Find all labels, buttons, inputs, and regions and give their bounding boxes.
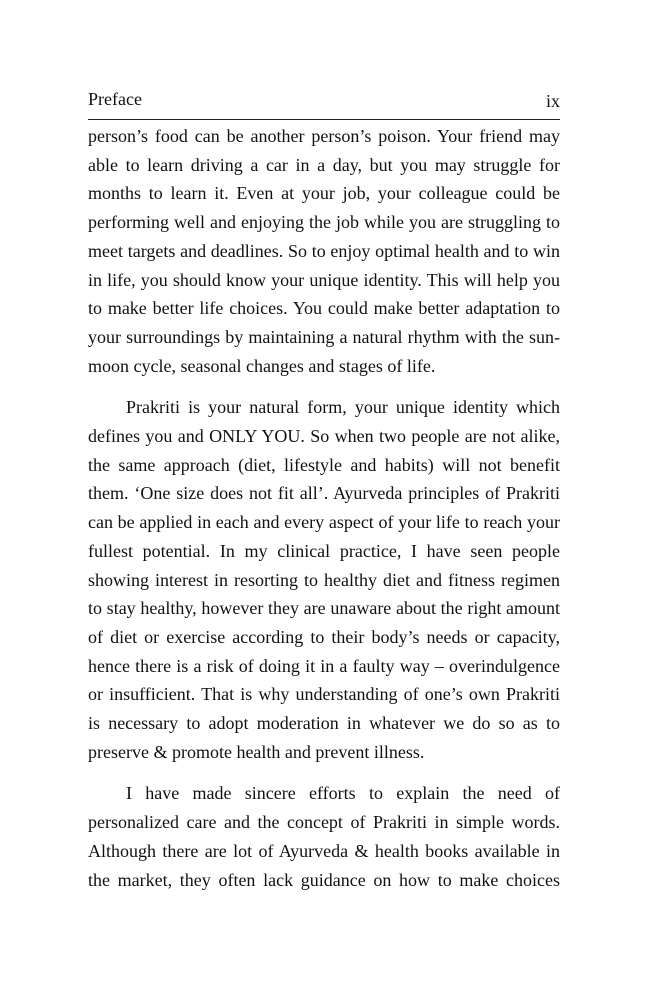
- body-text: [88, 122, 560, 894]
- chapter-title: Preface: [88, 89, 142, 109]
- paragraph-continued: person’s food can be another person’s poison. Your friend may able to learn driving a car in a day, but you may struggle for months to learn it. Even at your job, your colleague could be performing well and enjoying the job while you are struggling to meet targets and deadlines. So to enjoy optimal health and to win in life, you should know your unique identity. This will help you to make better life choices. You could make better adaptation to your surroundings by maintaining a natural rhythm with the sun-moon cycle, seasonal changes and stages of life.: [88, 126, 560, 376]
- paragraph-sincere-efforts: I have made sincere efforts to explain the need of personalized care and the concept of Prakriti in simple words. Although there are lot of Ayurveda & health books available in the market, they often lack guidance on how to make choices: [88, 783, 560, 890]
- running-header: [88, 88, 560, 114]
- page-number: ix: [545, 91, 560, 111]
- header-rule: [88, 119, 560, 120]
- paragraph-prakriti: Prakriti is your natural form, your unique identity which defines you and ONLY YOU. So when two people are not alike, the same approach (diet, lifestyle and habits) will not benefit them. ‘One size does not fit all’. Ayurveda principles of Prakriti can be applied in each and every aspect of your life to reach your fullest potential. In my clinical practice, I have seen people showing interest in resorting to healthy diet and fitness regimen to stay healthy, however they are unaware about the right amount of diet or exercise according to their body’s needs or capacity, hence there is a risk of doing it in a faulty way – overindulgence or insufficient. That is why understanding of one’s own Prakriti is necessary to adopt moderation in whatever we do so as to preserve & promote health and prevent illness.: [88, 397, 560, 762]
